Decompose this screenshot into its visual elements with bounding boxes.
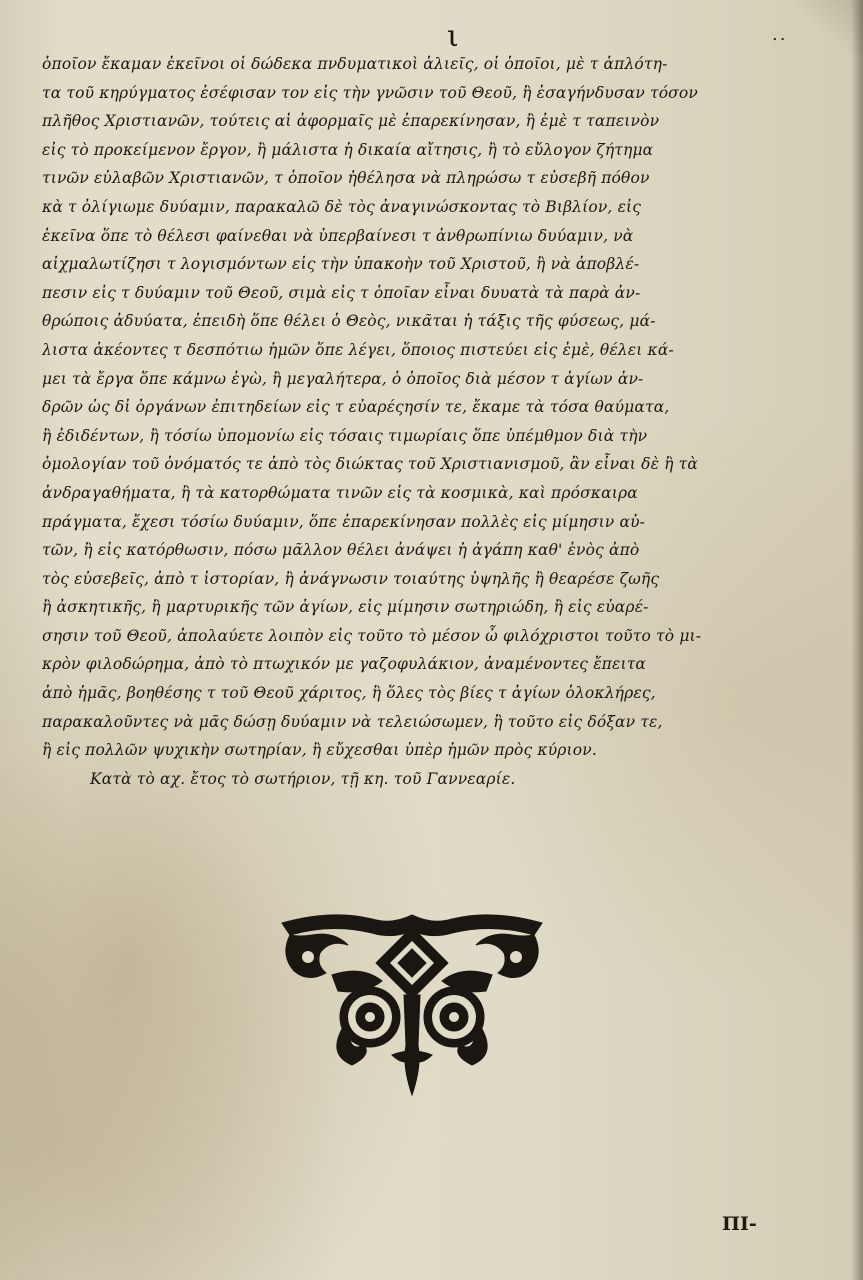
text-line: σησιν τοῦ Θεοῦ, ἀπολαύετε λοιπὸν εἰς τοῦτο τὸ μέσον ὦ φιλόχριστοι τοῦτο τὸ μι- — [42, 626, 702, 645]
text-line: τὸς εὐσεβεῖς, ἀπὸ τ ἱστορίαν, ἢ ἀνάγνωσιν τοιαύτης ὑψηλῆς ἢ θεαρέσε ζωῆς — [42, 569, 660, 588]
body-text — [42, 50, 802, 793]
text-line: λιστα ἀκέοντες τ δεσπότιω ἡμῶν ὅπε λέγει, ὅποιος πιστεύει εἰς ἐμὲ, θέλει κά- — [42, 340, 674, 359]
text-line: δρῶν ὡς δἰ ὀργάνων ἐπιτηδείων εἰς τ εὐαρέςησίν τε, ἔκαμε τὰ τόσα θαύματα, — [42, 398, 670, 417]
text-line: ὁμολογίαν τοῦ ὀνόματός τε ἀπὸ τὸς διώκτας τοῦ Χριστιανισμοῦ, ἂν εἶναι δὲ ἢ τὰ — [42, 455, 698, 474]
text-line: πεσιν εἰς τ δυύαμιν τοῦ Θεοῦ, σιμὰ εἰς τ ὁποῖαν εἶναι δυυατὰ τὰ παρὰ ἀν- — [42, 283, 641, 302]
text-line: τῶν, ἢ εἰς κατόρθωσιν, πόσω μᾶλλον θέλει ἀνάψει ἡ ἀγάπη καθ' ἑνὸς ἀπὸ — [42, 541, 640, 560]
text-line: κρὸν φιλοδώρημα, ἀπὸ τὸ πτωχικόν με γαζοφυλάκιον, ἀναμένοντες ἔπειτα — [42, 655, 647, 674]
signature-mark: ΠΙ- — [722, 1213, 757, 1235]
text-line: θρώποις ἀδυύατα, ἐπειδὴ ὅπε θέλει ὁ Θεὸς, νικᾶται ἡ τάξις τῆς φύσεως, μά- — [42, 312, 656, 331]
top-printer-mark: ι — [447, 19, 459, 54]
corner-mark: .. — [772, 24, 788, 45]
text-line: ὁποῖον ἔκαμαν ἐκεῖνοι οἱ δώδεκα πνδυματικοὶ ἁλιεῖς, οἱ ὁποῖοι, μὲ τ ἁπλότη- — [42, 55, 668, 73]
text-line: ἢ ἀσκητικῆς, ἢ μαρτυρικῆς τῶν ἁγίων, εἰς μίμησιν σωτηριώδη, ἢ εἰς εὐαρέ- — [42, 598, 649, 617]
text-line: ἀπὸ ἡμᾶς, βοηθέσης τ τοῦ Θεοῦ χάριτος, ἢ ὅλες τὸς βίες τ ἁγίων ὁλοκλήρες, — [42, 684, 656, 703]
date-line: Κατὰ τὸ αχ. ἔτος τὸ σωτήριον, τῇ κη. τοῦ Γαννεαρίε. — [90, 769, 516, 788]
text-line: πλῆθος Χριστιανῶν, τούτεις αἱ ἀφορμαῖς μὲ ἐπαρεκίνησαν, ἢ ἐμὲ τ ταπεινὸν — [42, 112, 660, 131]
text-line: μει τὰ ἔργα ὅπε κάμνω ἐγὼ, ἢ μεγαλήτερα, ὁ ὁποῖος διὰ μέσον τ ἁγίων ἀν- — [42, 369, 644, 388]
text-line: πράγματα, ἔχεσι τόσίω δυύαμιν, ὅπε ἐπαρεκίνησαν πολλὲς εἰς μίμησιν αὐ- — [42, 512, 646, 531]
text-line: ἢ εἰς πολλῶν ψυχικὴν σωτηρίαν, ἢ εὔχεσθαι ὑπὲρ ἡμῶν πρὸς κύριον. — [42, 741, 597, 760]
text-line: ἀνδραγαθήματα, ἢ τὰ κατορθώματα τινῶν εἰς τὰ κοσμικὰ, καὶ πρόσκαιρα — [42, 483, 638, 502]
page-corner-fold — [793, 0, 863, 55]
text-line: ἐκεῖνα ὅπε τὸ θέλεσι φαίνεθαι νὰ ὑπερβαίνεσι τ ἀνθρωπίνιω δυύαμιν, νὰ — [42, 226, 634, 245]
text-line: παρακαλοῦντες νὰ μᾶς δώσῃ δυύαμιν νὰ τελειώσωμεν, ἢ τοῦτο εἰς δόξαν τε, — [42, 712, 663, 731]
text-line: τινῶν εὐλαβῶν Χριστιανῶν, τ ὁποῖον ἠθέλησα νὰ πληρώσω τ εὐσεβῆ πόθον — [42, 169, 650, 188]
text-line: τα τοῦ κηρύγματος ἐσέφισαν τον εἰς τὴν γνῶσιν τοῦ Θεοῦ, ἢ ἐσαγήνδυσαν τόσον — [42, 83, 698, 102]
text-line: εἰς τὸ προκείμενον ἔργον, ἢ μάλιστα ἡ δικαία αἴτησις, ἢ τὸ εὔλογον ζήτημα — [42, 140, 654, 159]
text-line: αἰχμαλωτίζησι τ λογισμόντων εἰς τὴν ὑπακοὴν τοῦ Χριστοῦ, ἢ νὰ ἀποβλέ- — [42, 255, 640, 274]
text-line: κὰ τ ὀλίγιωμε δυύαμιν, παρακαλῶ δὲ τὸς ἀναγινώσκοντας τὸ Βιβλίον, εἰς — [42, 197, 642, 216]
printers-ornament-icon — [272, 905, 552, 1105]
text-line: ἢ ἐδιδέντων, ἢ τόσίω ὑπομονίω εἰς τόσαις τιμωρίαις ὅπε ὑπέμθμον διὰ τὴν — [42, 426, 648, 445]
